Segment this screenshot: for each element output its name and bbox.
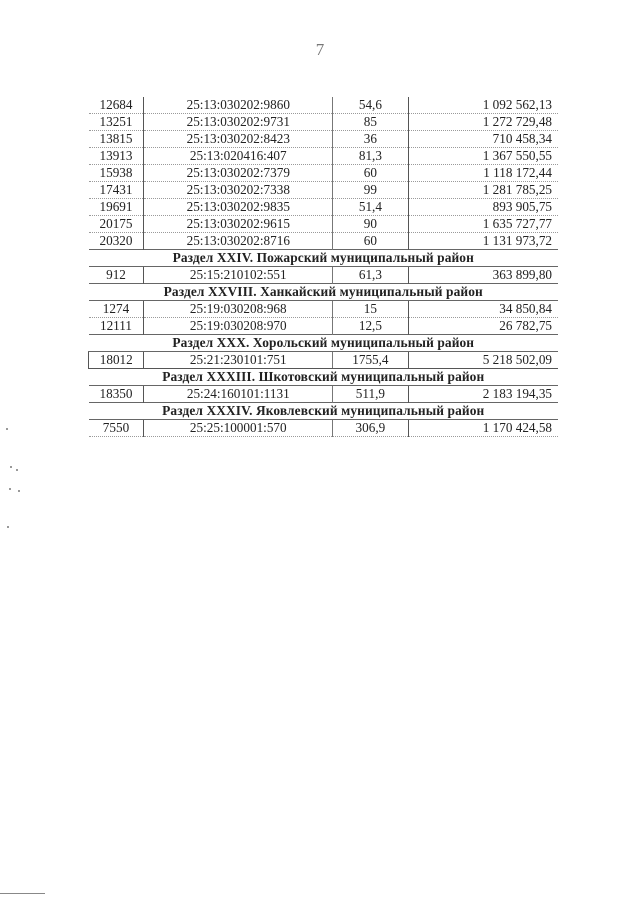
- cadastral-number-cell: 25:13:030202:8423: [144, 131, 333, 148]
- section-heading-row: [89, 335, 559, 352]
- cadastral-value-cell: 1 367 550,55: [408, 148, 558, 165]
- cadastral-number-cell: 25:13:030202:9731: [144, 114, 333, 131]
- section-heading-row: [89, 250, 559, 267]
- cadastral-value-cell: 34 850,84: [408, 301, 558, 318]
- registry-number-cell: 20175: [89, 216, 144, 233]
- cadastral-number-cell: 25:13:030202:9860: [144, 97, 333, 114]
- registry-number-cell: 912: [89, 267, 144, 284]
- registry-number-cell: 12684: [89, 97, 144, 114]
- area-cell: 511,9: [333, 386, 409, 403]
- cadastral-value-cell: 363 899,80: [408, 267, 558, 284]
- section-heading-row: [89, 369, 559, 386]
- section-heading: Раздел XXXIV. Яковлевский муниципальный район: [89, 403, 559, 420]
- table-row: [89, 318, 559, 335]
- table-row: [89, 182, 559, 199]
- area-cell: 12,5: [333, 318, 409, 335]
- cadastral-number-cell: 25:13:020416:407: [144, 148, 333, 165]
- area-cell: 81,3: [333, 148, 409, 165]
- area-cell: 90: [333, 216, 409, 233]
- registry-number-cell: 18012: [89, 352, 144, 369]
- cadastral-value-cell: 1 131 973,72: [408, 233, 558, 250]
- table-row: [89, 114, 559, 131]
- registry-number-cell: 20320: [89, 233, 144, 250]
- cadastral-number-cell: 25:19:030208:970: [144, 318, 333, 335]
- cadastral-value-cell: 1 092 562,13: [408, 97, 558, 114]
- table-row: [89, 97, 559, 114]
- table-row: [89, 216, 559, 233]
- table-row: [89, 165, 559, 182]
- area-cell: 60: [333, 165, 409, 182]
- section-heading: Раздел XXIV. Пожарский муниципальный район: [89, 250, 559, 267]
- registry-number-cell: 13251: [89, 114, 144, 131]
- table-row: [89, 148, 559, 165]
- table-row: [89, 199, 559, 216]
- section-heading-row: [89, 403, 559, 420]
- registry-number-cell: 12111: [89, 318, 144, 335]
- area-cell: 1755,4: [333, 352, 409, 369]
- registry-number-cell: 19691: [89, 199, 144, 216]
- area-cell: 60: [333, 233, 409, 250]
- table-row: [89, 233, 559, 250]
- cadastral-number-cell: 25:13:030202:9835: [144, 199, 333, 216]
- cadastral-number-cell: 25:13:030202:7379: [144, 165, 333, 182]
- registry-number-cell: 15938: [89, 165, 144, 182]
- area-cell: 15: [333, 301, 409, 318]
- table-row: [89, 386, 559, 403]
- registry-number-cell: 17431: [89, 182, 144, 199]
- cadastral-number-cell: 25:13:030202:7338: [144, 182, 333, 199]
- area-cell: 51,4: [333, 199, 409, 216]
- cadastral-number-cell: 25:24:160101:1131: [144, 386, 333, 403]
- cadastral-number-cell: 25:13:030202:8716: [144, 233, 333, 250]
- table-row: [89, 420, 559, 437]
- area-cell: 85: [333, 114, 409, 131]
- cadastral-number-cell: 25:21:230101:751: [144, 352, 333, 369]
- cadastral-value-cell: 26 782,75: [408, 318, 558, 335]
- section-heading: Раздел XXX. Хорольский муниципальный район: [89, 335, 559, 352]
- area-cell: 99: [333, 182, 409, 199]
- table-row: [89, 352, 559, 369]
- table-row: [89, 131, 559, 148]
- cadastral-number-cell: 25:25:100001:570: [144, 420, 333, 437]
- cadastral-value-cell: 1 118 172,44: [408, 165, 558, 182]
- cadastral-value-cell: 710 458,34: [408, 131, 558, 148]
- area-cell: 36: [333, 131, 409, 148]
- registry-number-cell: 7550: [89, 420, 144, 437]
- cadastral-value-cell: 2 183 194,35: [408, 386, 558, 403]
- cadastral-number-cell: 25:15:210102:551: [144, 267, 333, 284]
- cadastral-value-cell: 1 635 727,77: [408, 216, 558, 233]
- registry-number-cell: 13815: [89, 131, 144, 148]
- table-row: [89, 301, 559, 318]
- cadastral-value-cell: 1 272 729,48: [408, 114, 558, 131]
- table-row: [89, 267, 559, 284]
- cadastral-value-cell: 1 281 785,25: [408, 182, 558, 199]
- area-cell: 61,3: [333, 267, 409, 284]
- margin-marks: [4, 428, 24, 538]
- cadastral-value-cell: 5 218 502,09: [408, 352, 558, 369]
- cadastral-number-cell: 25:19:030208:968: [144, 301, 333, 318]
- registry-number-cell: 1274: [89, 301, 144, 318]
- cadastral-value-cell: 1 170 424,58: [408, 420, 558, 437]
- registry-number-cell: 18350: [89, 386, 144, 403]
- section-heading-row: [89, 284, 559, 301]
- cadastral-value-cell: 893 905,75: [408, 199, 558, 216]
- bottom-rule: [0, 893, 45, 894]
- section-heading: Раздел XXXIII. Шкотовский муниципальный район: [89, 369, 559, 386]
- property-registry-table: [88, 97, 558, 437]
- area-cell: 306,9: [333, 420, 409, 437]
- registry-number-cell: 13913: [89, 148, 144, 165]
- page-number: 7: [315, 40, 325, 59]
- cadastral-number-cell: 25:13:030202:9615: [144, 216, 333, 233]
- area-cell: 54,6: [333, 97, 409, 114]
- section-heading: Раздел XXVIII. Ханкайский муниципальный район: [89, 284, 559, 301]
